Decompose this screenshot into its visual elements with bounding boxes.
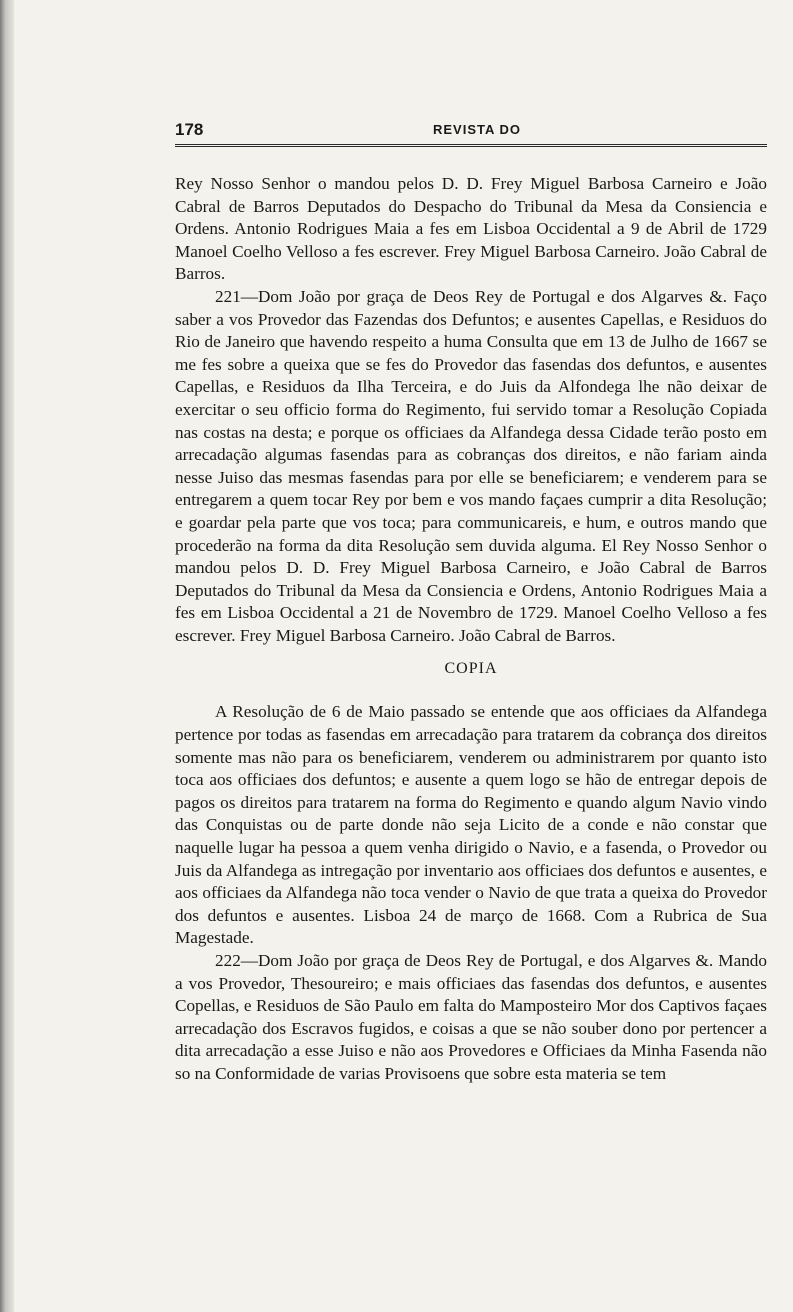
page-header	[175, 118, 767, 147]
document-page	[175, 118, 767, 1086]
copia-heading: COPIA	[444, 660, 498, 678]
paragraph-copia: A Resolução de 6 de Maio passado se entende que aos officiaes da Alfandega pertence por todas as fasendas em arrecadação para tratarem da cobrança dos direitos somente mas não para os beneficiarem, venderem ou administrarem por quanto isto toca aos officiaes dos defuntos; e ausente a quem logo se hão de entregar depois de pagos os direitos para tratarem na forma do Regimento e quando algum Navio vindo das Conquistas ou de parte donde não seja Licito de a conde e não constar que naquelle lugar ha pessoa a quem venha dirigido o Navio, e a fasenda, o Provedor ou Juis da Alfandega as intregação por inventario aos officiaes dos defuntos e ausentes, e aos officiaes da Alfandega não toca vender o Navio de que trata a queixa do Provedor dos defuntos e ausentes. Lisboa 24 de março de 1668. Com a Rubrica de Sua Magestade.	[175, 702, 767, 948]
page-body	[175, 173, 767, 1086]
paragraph-221: 221—Dom João por graça de Deos Rey de Portugal e dos Algarves &. Faço saber a vos Provedor das Fazendas dos Defuntos; e ausentes Capellas, e Residuos do Rio de Janeiro que havendo respeito a huma Consulta que em 13 de Julho de 1667 se me fes sobre a queixa que se fes do Provedor das fasendas dos defuntos, e ausentes Capellas, e Residuos da Ilha Terceira, e do Juis da Alfondega lhe não deixar de exercitar o seu officio forma do Regimento, fui servido tomar a Resolução Copiada nas costas na desta; e porque os officiaes da Alfandega dessa Cidade terão posto em arrecadação algumas fasendas para as cobranças dos direitos, e não fariam ainda nesse Juiso das mesmas fasendas para por elle se beneficiarem; e venderem para se entregarem a quem tocar Rey por bem e vos mando façaes cumprir a dita Resolução; e goardar pela parte que vos toca; para communicareis, e hum, e outros mando que procederão na forma da dita Resolução sem duvida alguma. El Rey Nosso Senhor o mandou pelos D. D. Frey Miguel Barbosa Carneiro, e João Cabral de Barros Deputados do Tribunal da Mesa da Consiencia e Ordens, Antonio Rodrigues Maia a fes em Lisboa Occidental a 21 de Novembro de 1729. Manoel Coelho Velloso a fes escrever. Frey Miguel Barbosa Carneiro. João Cabral de Barros.	[175, 286, 767, 645]
running-head: REVISTA DO	[433, 122, 522, 137]
page-number: 178	[175, 120, 204, 139]
page-edge-shadow	[0, 0, 14, 1312]
paragraph-1: Rey Nosso Senhor o mandou pelos D. D. Frey Miguel Barbosa Carneiro e João Cabral de Barros Deputados do Despacho do Tribunal da Mesa da Consiencia e Ordens. Antonio Rodrigues Maia a fes em Lisboa Occidental a 9 de Abril de 1729 Manoel Coelho Velloso a fes escrever. Frey Miguel Barbosa Carneiro. João Cabral de Barros.	[175, 174, 767, 284]
paragraph-222: 222—Dom João por graça de Deos Rey de Portugal, e dos Algarves &. Mando a vos Provedor, Thesoureiro; e mais officiaes das fasendas dos defuntos, e ausentes Copellas, e Residuos de São Paulo em falta do Mamposteiro Mor dos Captivos façaes arrecadação dos Escravos fugidos, e coisas a que se não souber dono por pertencer a dita arrecadação a esse Juiso e não aos Provedores e Officiaes da Minha Fasenda não so na Conformidade de varias Provisoens que sobre esta materia se tem	[175, 951, 767, 1083]
